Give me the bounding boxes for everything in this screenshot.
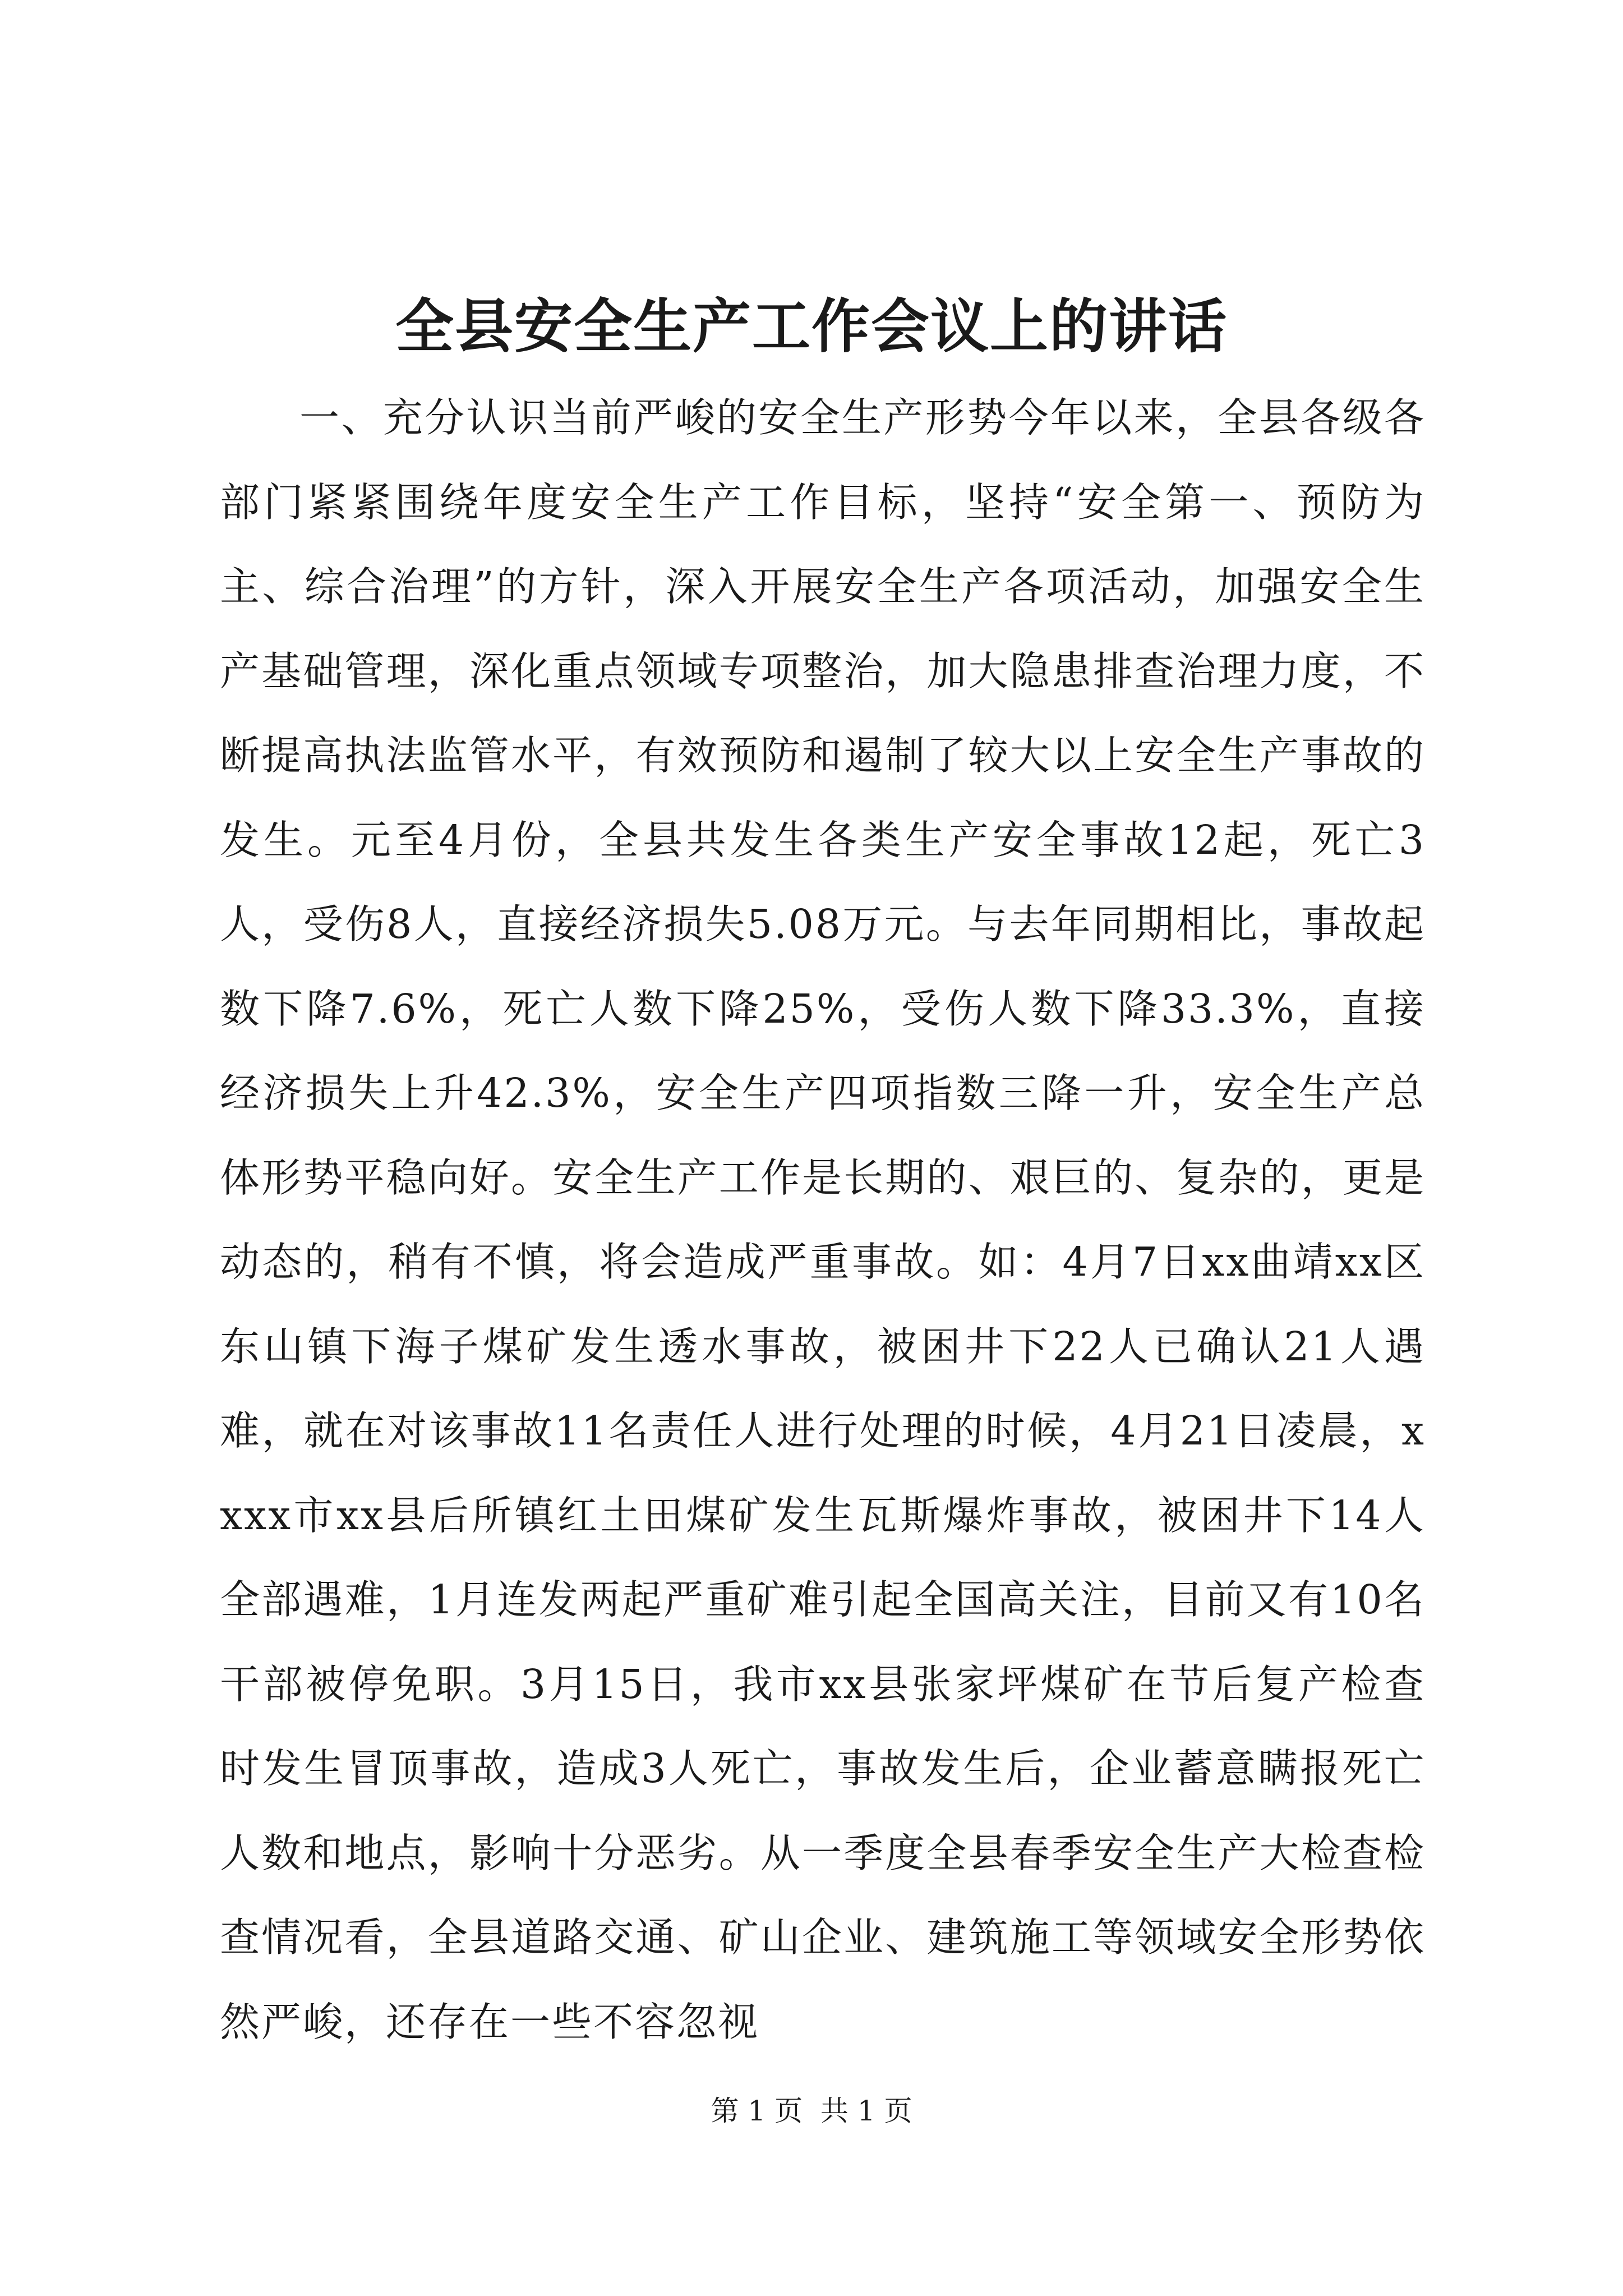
body-paragraph: 一、充分认识当前严峻的安全生产形势今年以来，全县各级各部门紧紧围绕年度安全生产工作目标，坚持“安全第一、预防为主、综合治理”的方针，深入开展安全生产各项活动，加强安全生产基础管理，深化重点领域专项整治，加大隐患排查治理力度，不断提高执法监管水平，有效预防和遏制了较大以上安全生产事故的发生。元至4月份，全县共发生各类生产安全事故12起，死亡3人，受伤8人，直接经济损失5.08万元。与去年同期相比，事故起数下降7.6%，死亡人数下降25%，受伤人数下降33.3%，直接经济损失上升42.3%，安全生产四项指数三降一升，安全生产总体形势平稳向好。安全生产工作是长期的、艰巨的、复杂的，更是动态的，稍有不慎，将会造成严重事故。如：4月7日xx曲靖xx区东山镇下海子煤矿发生透水事故，被困井下22人已确认21人遇难，就在对该事故11名责任人进行处理的时候，4月21日凌晨，xxxx市xx县后所镇红土田煤矿发生瓦斯爆炸事故，被困井下14人全部遇难，1月连发两起严重矿难引起全国高关注，目前又有10名干部被停免职。3月15日，我市xx县张家坪煤矿在节后复产检查时发生冒顶事故，造成3人死亡，事故发生后，企业蓄意瞒报死亡人数和地点，影响十分恶劣。从一季度全县春季安全生产大检查检查情况看，全县道路交通、矿山企业、建筑施工等领域安全形势依然严峻，还存在一些不容忽视 bbox=[220, 394, 1426, 2045]
page-footer bbox=[0, 2091, 1623, 2131]
page-number-label: 第 1 页 共 1 页 bbox=[711, 2095, 912, 2127]
document-title: 全县安全生产工作会议上的讲话 bbox=[395, 292, 1228, 361]
